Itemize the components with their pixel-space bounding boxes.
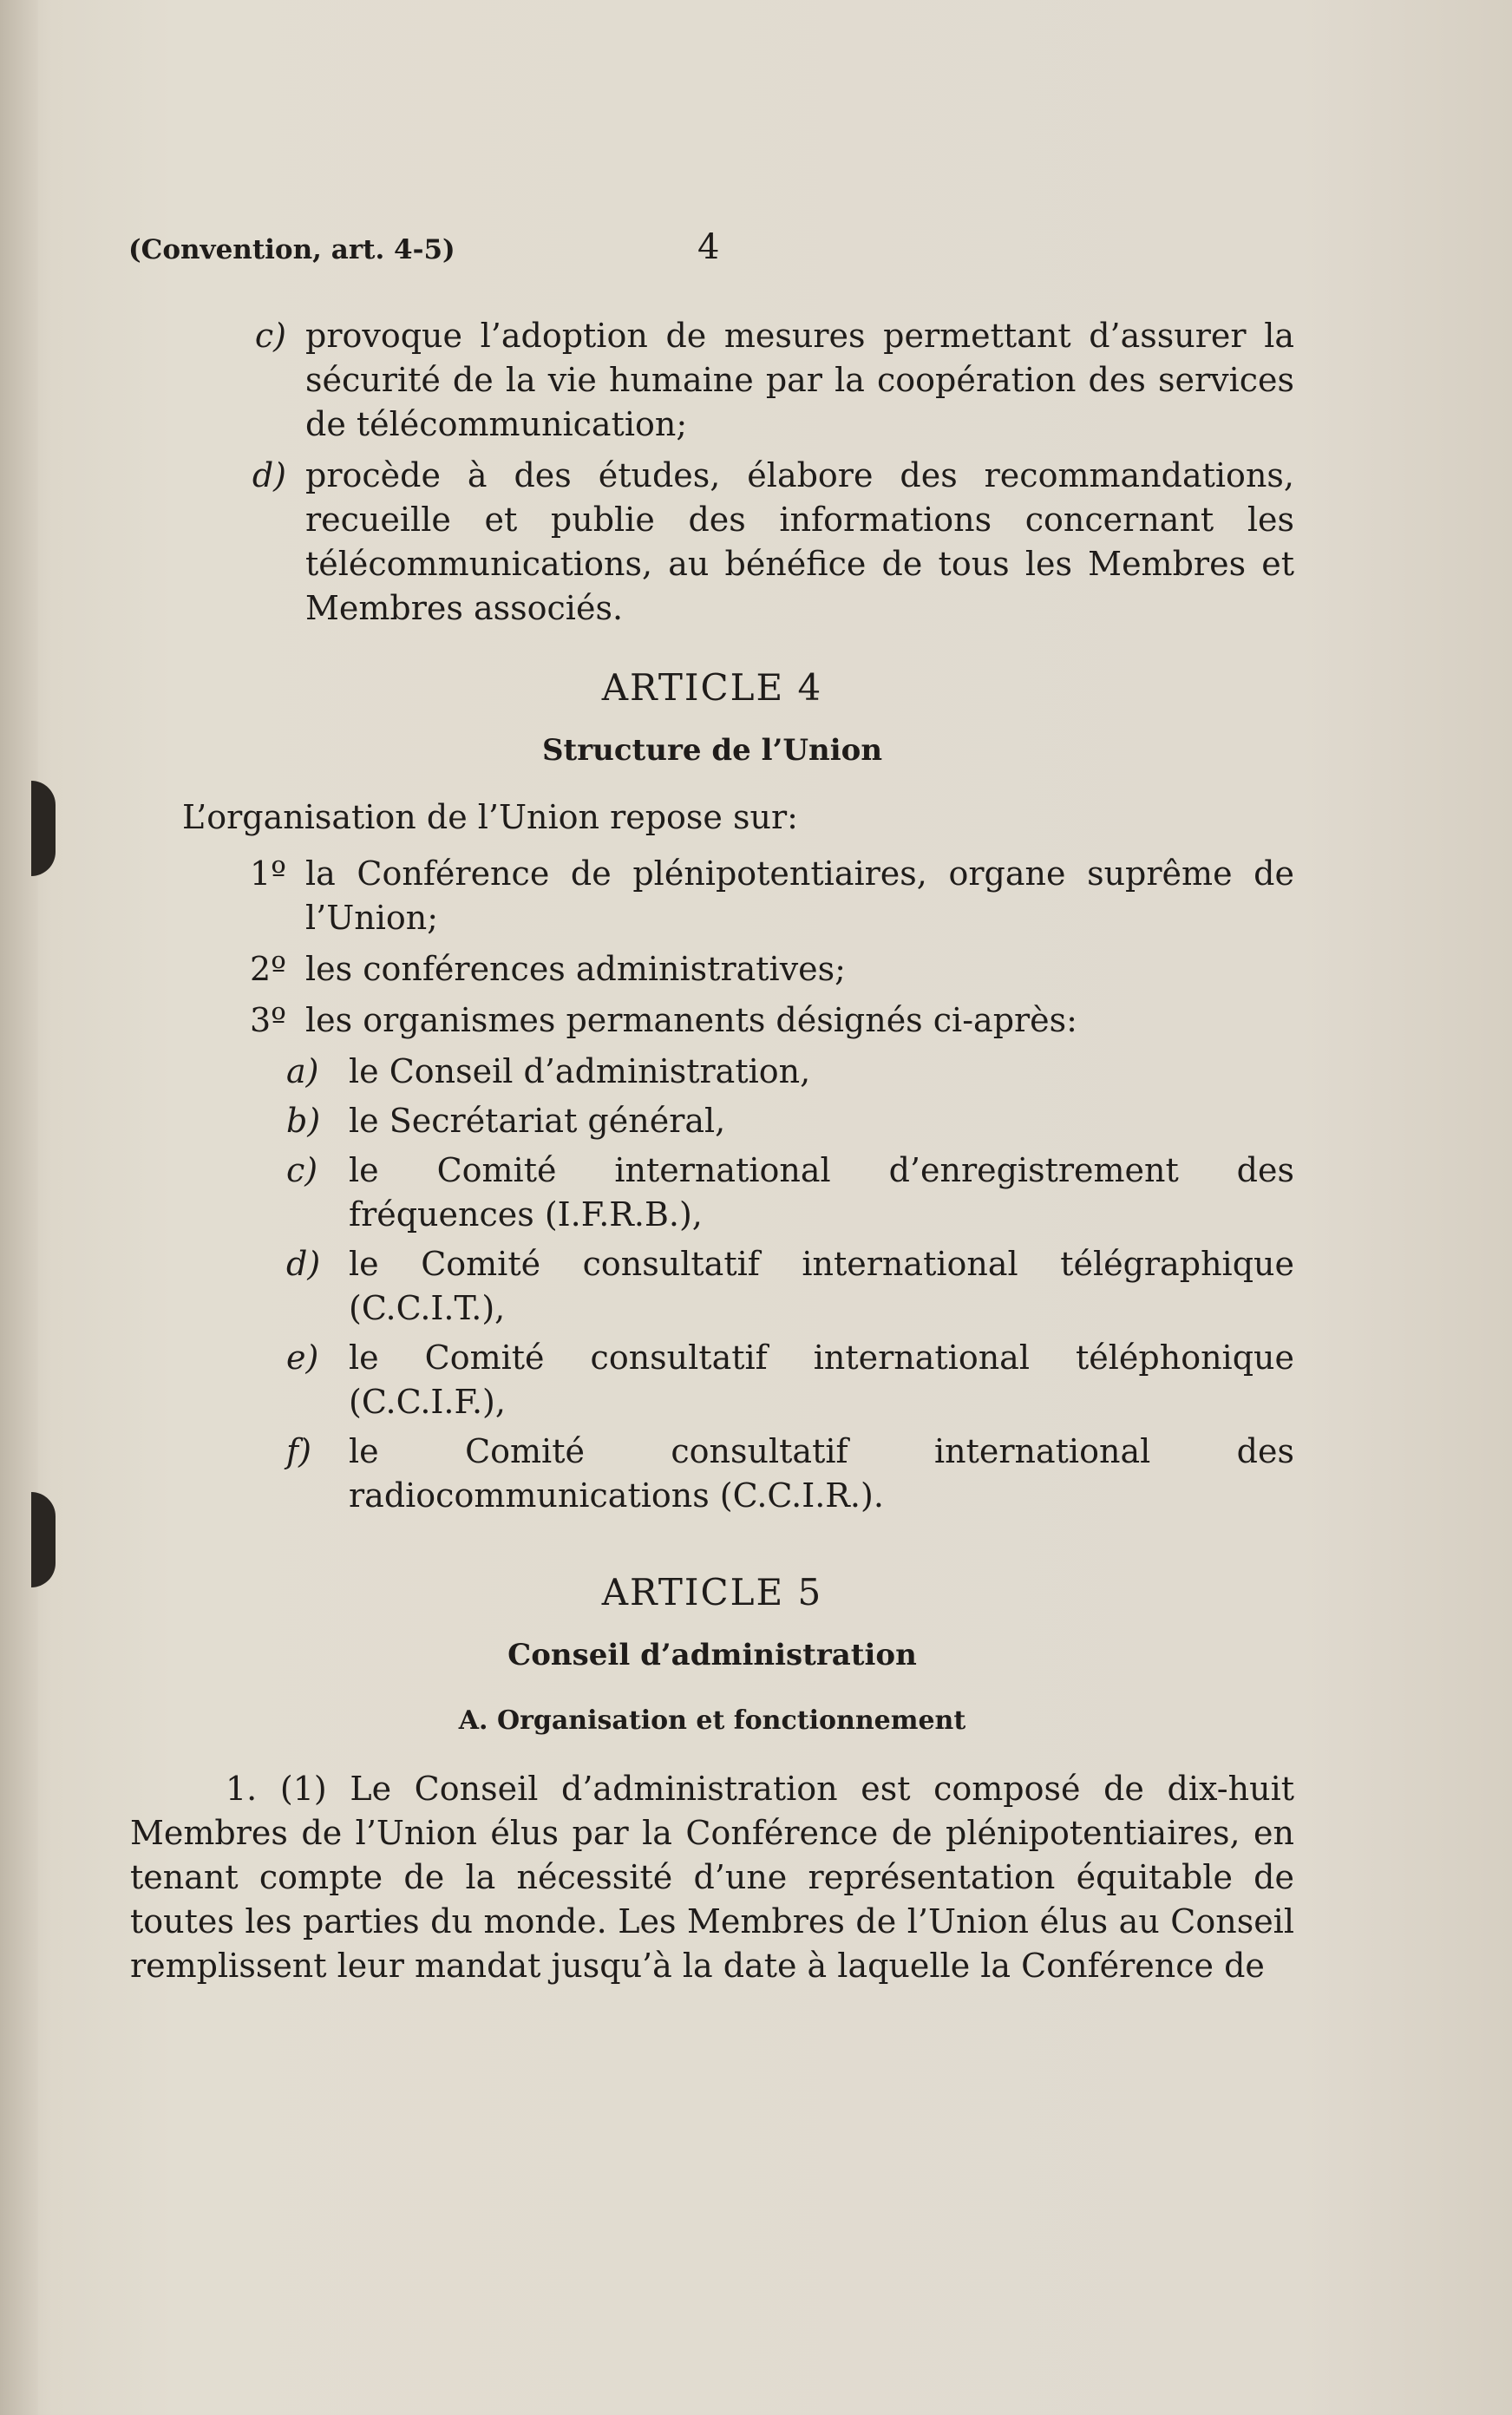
sub-item: [286, 1149, 1294, 1237]
item-text: les organismes permanents désignés ci-après:: [305, 1001, 1077, 1039]
sub-item: [286, 1050, 1294, 1094]
article-heading: ARTICLE 4: [601, 666, 823, 709]
list-item: [130, 947, 1294, 992]
page-header: [128, 227, 1325, 267]
sub-item: [286, 1242, 1294, 1331]
item-text: les conférences administratives;: [305, 950, 846, 988]
item-text: provoque l’adoption de mesures permettant d’assurer la sécurité de la vie humaine par la coopération des services de télécommunication;: [305, 317, 1294, 443]
item-label: d): [252, 456, 286, 494]
item-number: 3º: [249, 1001, 286, 1039]
sub-item-text: le Comité international d’enregistrement des fréquences (I.F.R.B.),: [349, 1151, 1294, 1234]
item-number: 1º: [249, 854, 286, 893]
sub-item-text: le Comité consultatif international télégraphique (C.C.I.T.),: [349, 1245, 1294, 1327]
list-item: [130, 852, 1294, 940]
sub-item-label: c): [286, 1151, 318, 1189]
sub-item-text: le Comité consultatif international des radiocommunications (C.C.I.R.).: [349, 1432, 1294, 1515]
article-heading: ARTICLE 5: [601, 1571, 823, 1613]
sub-item: [286, 1430, 1294, 1518]
body-paragraph: 1. (1) Le Conseil d’administration est composé de dix-huit Membres de l’Union élus par la Conférence de plénipotentiaires, en tenant compte de la nécessité d’une représentation équitable de toutes les parties du monde. Les Membres de l’Union élus au Conseil remplissent leur mandat jusqu’à la date à laquelle la Conférence de: [130, 1770, 1294, 1985]
binding-clip: [31, 1492, 56, 1587]
sub-item-label: b): [286, 1102, 321, 1140]
sub-item: [286, 1099, 1294, 1143]
list-item: [130, 998, 1294, 1043]
list-item: [130, 454, 1294, 631]
list-item: [130, 314, 1294, 447]
sub-item-label: f): [286, 1432, 311, 1470]
section-heading: A. Organisation et fonctionnement: [458, 1705, 966, 1736]
article-title: Structure de l’Union: [541, 733, 883, 768]
page-number: 4: [697, 227, 720, 267]
running-head: (Convention, art. 4-5): [128, 234, 455, 265]
binding-edge: [0, 0, 38, 2415]
item-text: la Conférence de plénipotentiaires, organe suprême de l’Union;: [305, 854, 1294, 937]
sub-item-text: le Secrétariat général,: [349, 1102, 726, 1140]
sub-item-text: le Comité consultatif international téléphonique (C.C.I.F.),: [349, 1338, 1294, 1421]
sub-item-label: e): [286, 1338, 319, 1377]
item-label: c): [254, 317, 286, 355]
article-lead: L’organisation de l’Union repose sur:: [182, 798, 798, 836]
sub-item-label: a): [286, 1052, 319, 1090]
item-text: procède à des études, élabore des recommandations, recueille et publie des informations concernant les télécommunications, au bénéfice de tous les Membres et Membres associés.: [305, 456, 1294, 627]
item-number: 2º: [249, 950, 286, 988]
article-title: Conseil d’administration: [507, 1638, 917, 1672]
main-text: [130, 314, 1294, 1988]
sub-item: [286, 1336, 1294, 1424]
sub-item-label: d): [286, 1245, 321, 1283]
sub-item-text: le Conseil d’administration,: [349, 1052, 811, 1090]
binding-clip: [31, 781, 56, 876]
